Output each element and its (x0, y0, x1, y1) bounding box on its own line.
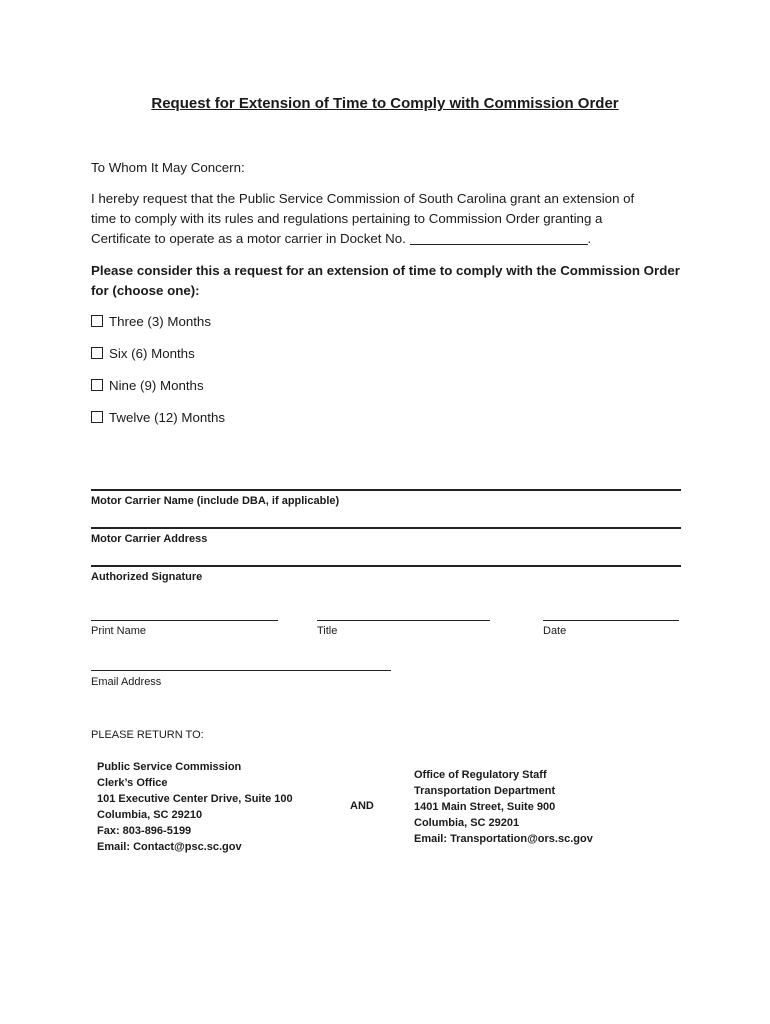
ors-address-block (414, 767, 593, 847)
checkbox-three-months[interactable] (91, 315, 103, 327)
consider-line-1: Please consider this a request for an extension of time to comply with the Commission Order (91, 263, 680, 278)
consider-line-2: for (choose one): (91, 283, 200, 298)
request-line-1: I hereby request that the Public Service Commission of South Carolina grant an extension of (91, 191, 635, 206)
docket-number-field[interactable] (410, 231, 588, 245)
return-heading: PLEASE RETURN TO: (91, 729, 204, 741)
ors-line: Transportation Department (414, 785, 556, 797)
option-label: Six (6) Months (109, 346, 195, 361)
page-title: Request for Extension of Time to Comply with Commission Order (151, 95, 619, 112)
docket-label: Certificate to operate as a motor carrier in Docket No. (91, 231, 406, 246)
option-six-months[interactable] (91, 346, 195, 361)
checkbox-nine-months[interactable] (91, 379, 103, 391)
request-line-2: time to comply with its rules and regulations pertaining to Commission Order granting a (91, 211, 603, 226)
ors-line: 1401 Main Street, Suite 900 (414, 801, 556, 813)
print-name-line[interactable] (91, 620, 278, 621)
psc-line: 101 Executive Center Drive, Suite 100 (97, 793, 293, 805)
carrier-address-line[interactable] (91, 527, 681, 529)
carrier-name-line[interactable] (91, 489, 681, 491)
option-label: Nine (9) Months (109, 378, 204, 393)
request-paragraph (91, 189, 634, 249)
ors-line: Columbia, SC 29201 (414, 817, 520, 829)
option-three-months[interactable] (91, 314, 211, 329)
and-separator: AND (350, 800, 374, 812)
ors-line: Office of Regulatory Staff (414, 769, 547, 781)
option-nine-months[interactable] (91, 378, 204, 393)
title-label: Title (317, 625, 338, 637)
carrier-name-label: Motor Carrier Name (include DBA, if applicable) (91, 495, 340, 507)
option-twelve-months[interactable] (91, 410, 225, 425)
checkbox-twelve-months[interactable] (91, 411, 103, 423)
salutation: To Whom It May Concern: (91, 160, 245, 175)
print-name-label: Print Name (91, 625, 147, 637)
email-label: Email Address (91, 676, 162, 688)
request-line-3 (91, 229, 634, 249)
date-line[interactable] (543, 620, 679, 621)
ors-email: Email: Transportation@ors.sc.gov (414, 833, 593, 845)
email-line[interactable] (91, 670, 391, 671)
option-label: Twelve (12) Months (109, 410, 226, 425)
docket-period: . (587, 231, 592, 246)
psc-line: Public Service Commission (97, 761, 242, 773)
checkbox-six-months[interactable] (91, 347, 103, 359)
psc-line: Columbia, SC 29210 (97, 809, 203, 821)
psc-line: Clerk’s Office (97, 777, 168, 789)
option-label: Three (3) Months (109, 314, 211, 329)
date-label: Date (543, 625, 567, 637)
psc-email: Email: Contact@psc.sc.gov (97, 841, 242, 853)
carrier-address-label: Motor Carrier Address (91, 533, 208, 545)
psc-address-block (97, 759, 293, 855)
consider-paragraph (91, 261, 680, 301)
signature-line[interactable] (91, 565, 681, 567)
psc-line: Fax: 803-896-5199 (97, 825, 192, 837)
title-line[interactable] (317, 620, 490, 621)
signature-label: Authorized Signature (91, 571, 203, 583)
